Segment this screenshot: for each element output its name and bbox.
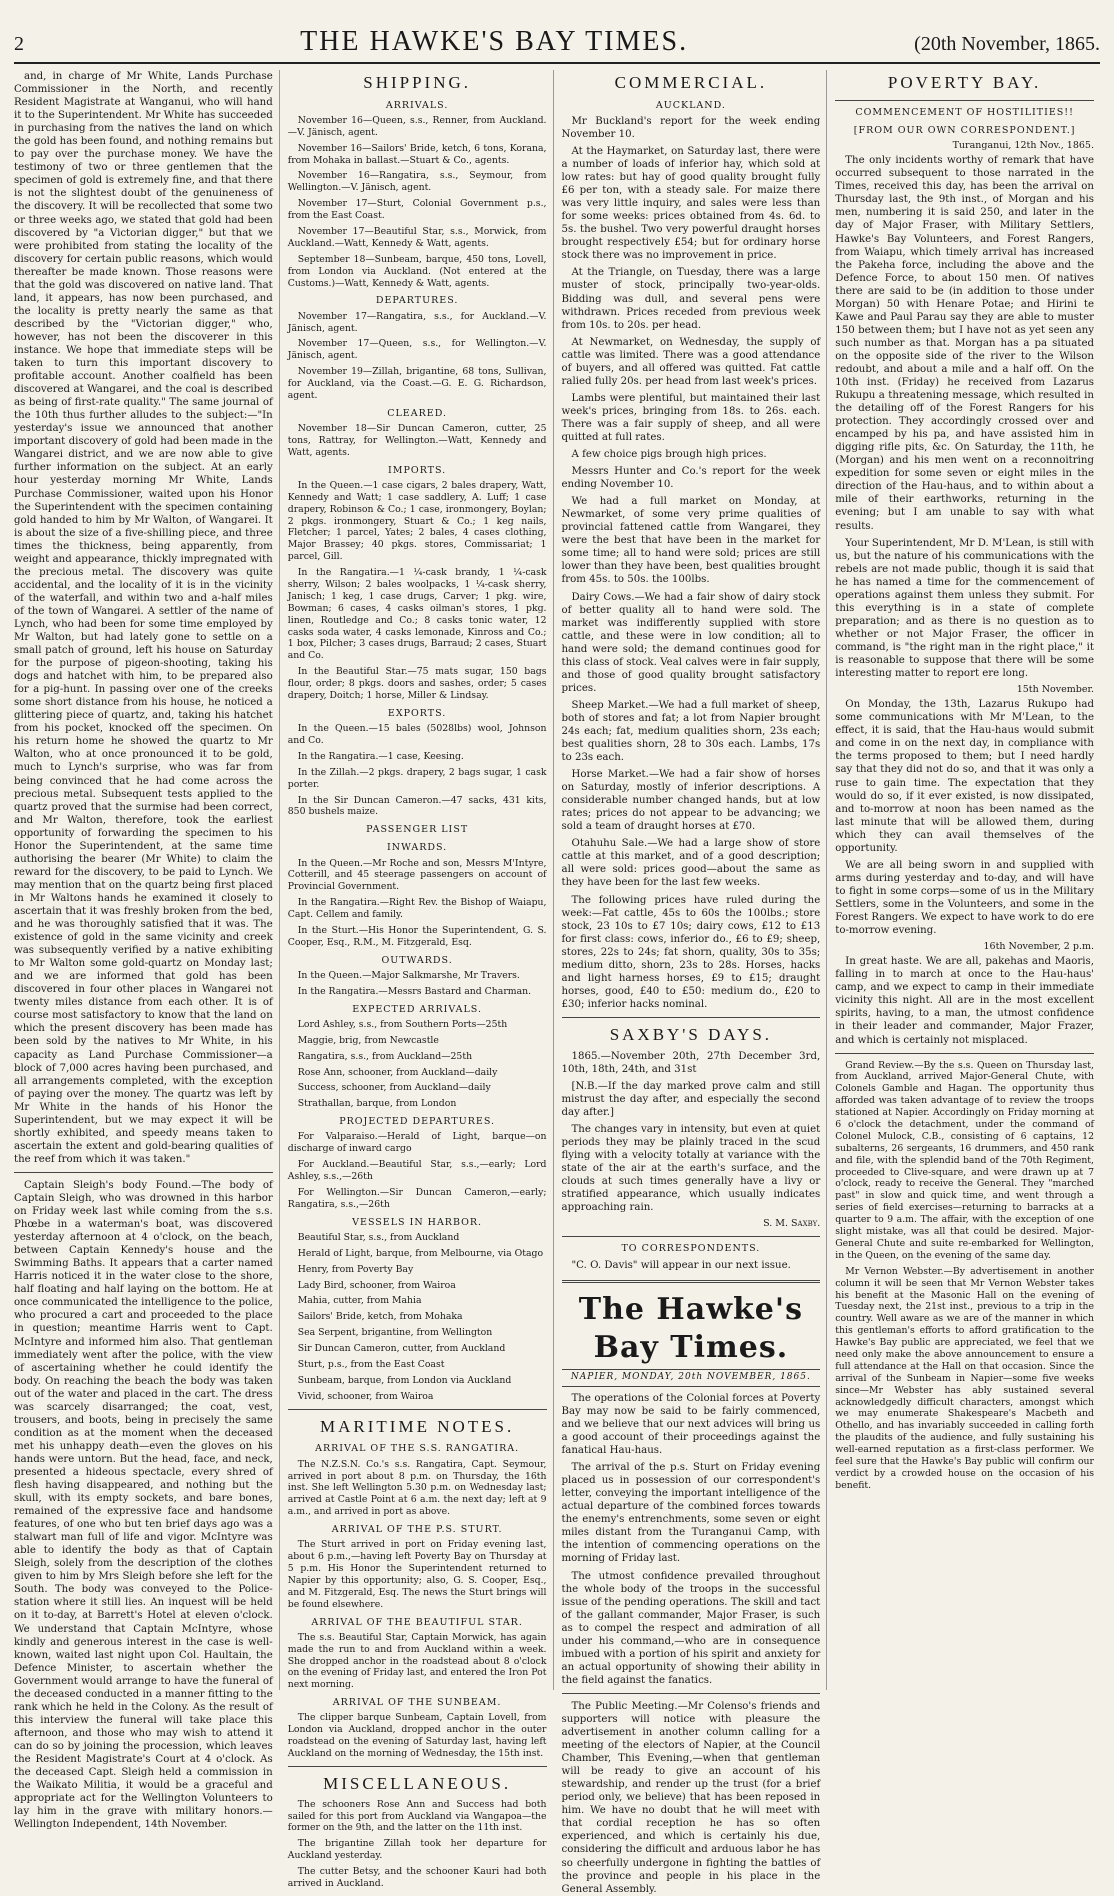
gold-discovery-article: and, in charge of Mr White, Lands Purchase Commissioner in the North, and recently Resident Magistrate at Wanganui, who will hand it to the Superintendent. Mr White has succeeded in purchasing from the natives the land on which the gold has been found, and nothing remains but to pay over the purchase money. We have the testimony of two or three gentlemen that the specimen of gold is extremely fine, and that there is not the slightest doubt of the genuineness of the discovery. It will be recollected that some two or three weeks ago, we stated that gold had been discovered by "a Victorian digger," but that we were prohibited from stating the locality of the discovery for certain public reasons, which would thereafter be made known. Those reasons were that the gold was discovered on native land. That land, it appears, has now been purchased, and the locality is pretty nearly the same as that described by the "Victorian digger," who, however, has not been the discoverer in this instance. We hope that immediate steps will be taken to turn this important discovery to profitable account. Another coalfield has been discovered at Wangarei, and the coal is described as being of first-rate quality." The same journal of the 10th thus further alludes to the subject:—"In yesterday's issue we announced that another important discovery of gold had been made in the Wangarei district, and we are now able to give further information on the subject. At an early hour yesterday morning Mr White, Lands Purchase Commissioner, waited upon his Honor the Superintendent with the specimen containing gold handed to him by Mr Walton, of Wangarei. It is about the size of a five-shilling piece, and three times the thickness, being apparently, from weight and appearance, thickly impregnated with the precious metal. The discovery was quite accidental, and the locality of it is in the vicinity of the waterfall, and within two and a-half miles of the town of Wangarei. A settler of the name of Lynch, who had been for some time employed by Mr Walton, but had lately gone to settle on a small patch of ground, left his house on Saturday for the purpose of pigeon-shooting, taking his dogs and hatchet with him, to be prepared also for a pig-hunt. In passing over one of the creeks some short distance from his house, he noticed a glittering piece of quartz, and, taking his hatchet from his pocket, knocked off the specimen. On his return home he showed the quartz to Mr Walton, who at once pronounced it to be gold, much to Lynch's surprise, who was far from being convinced that he had come across the precious metal. Subsequent tests applied to the quartz proved that the surmise had been correct, and Mr Walton, therefore, took the earliest opportunity of forwarding the specimen to his Honor the Superintendent, at the same time authorising the bearer (Mr White) to claim the reward for the discovery, to be paid to Lynch. We may mention that on the quartz being first placed in Mr Waltons hands he examined it closely to ascertain that it was freshly broken from the bed, and he was thoroughly satisfied that it was. The existence of gold in the same vicinity and creek was subsequently verified by a native exhibiting to Mr Walton some gold-quartz on Monday last; and we are informed that gold has been discovered in four other places in Wangarei not twenty miles distance from each other. It is of course most satisfactory to know that the land on which the present discovery has been made has been sold by the natives to Mr White, in his capacity as Land Purchase Commissioner—a block of 7,000 acres having been purchased, and all arrangements completed, with the exception of paying over the money. The quartz was left by Mr White in the hands of his Honor the Superintendent, but we may expect it will be shortly exhibited, and speedy means taken to ascertain the extent and gold-bearing qualities of the reef from which it was taken." <box>14 71 273 1165</box>
auckland-subheader: AUCKLAND. <box>655 99 726 111</box>
inwards-title: INWARDS. <box>387 842 448 854</box>
editorial-paragraph: The arrival of the p.s. Sturt on Friday evening placed us in possession of our correspondent's letter, conveying the important intelligence of the actual departure of the combined forces towards the enemy's entrenchments, some seven or eight miles distant from the Turanganui Camp, with the intention of commencing operations on the morning of Friday last. <box>561 1462 821 1565</box>
vessel-entry: Henry, from Poverty Bay <box>297 1263 414 1275</box>
expected-entry: Maggie, brig, from Newcastle <box>297 1034 439 1046</box>
public-meeting-paragraph: The Public Meeting.—Mr Colenso's friends and supporters will notice with pleasure the advertisement in another column calling for a meeting of the electors of Napier, at the Council Chamber, This Evening,—when that gentleman will be ready to give an account of his stewardship, and render up the trust (for a brief period only, we believe) that has been reposed in him. We have no doubt that he will meet with that cordial reception he has so often experienced, and which is certainly his due, considering the difficult and arduous labor he has so cheerfully undergone in fighting the battles of the province and people in his place in the General Assembly. <box>561 1700 821 1895</box>
import-entry: In the Queen.—1 case cigars, 2 bales drapery, Watt, Kennedy and Watt; 1 case saddlery, A. Luff; 1 case drapery, Robinson & Co.; 1 case, ironmongery, Boylan; 2 pkgs. ironmongery, Stuart & Co.; 1 keg nails, Fletcher; 1 parcel, Yates; 2 bales, 4 cases clothing, Major Brassey; 40 pkgs. stores, Commissariat; 1 parcel, Gill. <box>287 479 547 563</box>
divider <box>835 100 1094 101</box>
projected-entry: For Wellington.—Sir Duncan Cameron,—early; Rangatira, s.s.,—26th <box>287 1186 547 1210</box>
maritime-note-text: The Sturt arrived in port on Friday evening last, about 6 p.m.,—having left Poverty Bay on Thursday at 5 p.m. His Honor the Superintendent returned to Napier by this opportunity; also, G. S. Cooper, Esq., and M. Fitzgerald, Esq. The news the Sturt brings will be found elsewhere. <box>287 1539 547 1610</box>
commercial-paragraph: A few choice pigs brough high prices. <box>571 449 767 461</box>
departure-entry: November 17—Rangatira, s.s., for Auckland.—V. Jänisch, agent. <box>287 310 547 334</box>
vessel-entry: Herald of Light, barque, from Melbourne, via Otago <box>297 1247 544 1259</box>
cleared-title: CLEARED. <box>387 407 447 419</box>
import-entry: In the Rangatira.—1 ¼-cask brandy, 1 ¼-cask sherry, Wilson; 2 bales woolpacks, 1 ¼-cask sherry, Janisch; 1 keg, 1 case drugs, Carver; 1 pkg. wire, Bowman; 6 cases, 4 casks oilman's stores, 1 pkg. linen, Routledge and Co.; 8 casks tonic water, 12 casks soda water, 4 casks lemonade, Kinross and Co.; 1 box, Pilcher; 3 cases drugs, Barraud; 2 cases, Stuart and Co. <box>287 567 547 662</box>
correspondents-note: "C. O. Davis" will appear in our next issue. <box>571 1259 791 1271</box>
grand-review-paragraph: Grand Review.—By the s.s. Queen on Thursday last, from Auckland, arrived Major-General Chute, with Colonels Gamble and Hagan. The opportunity thus afforded was taken advantage of to review the troops stationed at Napier. Accordingly on Friday morning at 6 o'clock the detachment, under the command of Colonel Mulock, C.B., consisting of 6 captains, 12 subalterns, 26 sergeants, 16 drummers, and 450 rank and file, with the splendid band of the 70th Regiment, proceeded to Clive-square, and were drawn up at 7 o'clock, ready to receive the General. They "marched past" in slow and quick time, and went through a series of field exercises—returning to barracks at a quarter to 9 a.m. The affair, with the exception of one slight mistake, was all that could be desired. Major-General Chute and suite re-embarked for Wellington, in the Queen, on the evening of the same day. <box>835 1059 1094 1261</box>
commercial-paragraph: Otahuhu Sale.—We had a large show of store cattle at this market, and of a good description; all were sold: prices good—about the same as they have been for the last few weeks. <box>561 838 821 889</box>
outward-entry: In the Queen.—Major Salkmarshe, Mr Travers. <box>297 969 520 981</box>
inward-entry: In the Rangatira.—Right Rev. the Bishop of Waiapu, Capt. Cellem and family. <box>287 897 547 921</box>
arrival-entry: September 18—Sunbeam, barque, 450 tons, Lovell, from London via Auckland. (Not entered at the Customs.)—Watt, Kennedy & Watt, agents. <box>287 253 547 289</box>
exports-title: EXPORTS. <box>387 707 447 719</box>
poverty-bay-header: POVERTY BAY. <box>887 73 1042 92</box>
divider <box>562 1280 821 1283</box>
newspaper-title: THE HAWKE'S BAY TIMES. <box>300 26 689 57</box>
maritime-note-title: ARRIVAL OF THE BEAUTIFUL STAR. <box>311 1616 523 1628</box>
arrival-entry: November 17—Beautiful Star, s.s., Morwick, from Auckland.—Watt, Kennedy & Watt, agents. <box>287 226 547 249</box>
inward-entry: In the Sturt.—His Honor the Superintendent, G. S. Cooper, Esq., R.M., M. Fitzgerald, Esq. <box>287 925 547 948</box>
hostilities-subheader: COMMENCEMENT OF HOSTILITIES!! <box>855 106 1074 118</box>
issue-date: (20th November, 1865. <box>914 33 1100 55</box>
saxby-paragraph: 1865.—November 20th, 27th December 3rd, 10th, 18th, 24th, and 31st <box>561 1050 821 1075</box>
expected-entry: Rose Ann, schooner, from Auckland—daily <box>297 1066 498 1078</box>
poverty-bay-paragraph: On Monday, the 13th, Lazarus Rukupo had some communications with Mr M'Lean, to the effect, it is said, that the Hau-haus would submit and come in on the next day, in compliance with the terms proposed to them; but I need hardly say that they did not do so, and that it was only a ruse to gain time. The expectation that they would do so, if it ever existed, is now dissipated, and to-morrow at noon has been named as the last minute that will be allowed them, during which they can avail themselves of the opportunity. <box>835 699 1094 854</box>
vessel-entry: Sea Serpent, brigantine, from Wellington <box>297 1327 493 1339</box>
expected-entry: Strathallan, barque, from London <box>297 1098 457 1110</box>
arrivals-title: ARRIVALS. <box>385 99 449 111</box>
miscellaneous-header: MISCELLANEOUS. <box>323 1773 512 1793</box>
maritime-note-title: ARRIVAL OF THE SUNBEAM. <box>332 1697 502 1709</box>
commercial-paragraph: Messrs Hunter and Co.'s report for the week ending November 10. <box>561 466 821 491</box>
vessel-entry: Lady Bird, schooner, from Wairoa <box>297 1279 456 1291</box>
vessel-entry: Beautiful Star, s.s., from Auckland <box>297 1231 460 1243</box>
expected-arrivals-title: EXPECTED ARRIVALS. <box>352 1003 482 1015</box>
divider <box>288 1409 547 1410</box>
saxby-paragraph: The changes vary in intensity, but even at quiet periods they may be plainly traced in the scud flying with a velocity totally at variance with the state of the air at the earth's surface, and the clouds at such times generally have a livy or stratified appearance, which usually indicates approaching rain. <box>561 1123 821 1214</box>
poverty-bay-paragraph: We are all being sworn in and supplied with arms during yesterday and to-day, and will have to fight in some corps—some of us in the Military Settlers, some in the Volunteers, and some in the Forest Rangers. We expect to have work to do ere to-morrow evening. <box>835 859 1094 937</box>
departures-title: DEPARTURES. <box>375 295 459 307</box>
vessel-entry: Sir Duncan Cameron, cutter, from Auckland <box>297 1343 506 1355</box>
commercial-paragraph: At the Triangle, on Tuesday, there was a large muster of stock, principally two-year-olds. Bidding was dull, and several pens were withdrawn. Prices receded from previous week from 10s. to 20s. per head. <box>561 267 821 331</box>
maritime-note-text: The N.Z.S.N. Co.'s s.s. Rangatira, Capt. Seymour, arrived in port about 8 p.m. on Thursday, the 16th inst. She left Wellington 5.30 p.m. on Wednesday last; arrived at Castle Point at 6 a.m. the next day; left at 9 a.m., and arrived in port as above. <box>287 1458 547 1518</box>
vessel-entry: Sailors' Bride, ketch, from Mohaka <box>297 1311 463 1323</box>
maritime-note-text: The s.s. Beautiful Star, Captain Morwick, has again made the run to and from Auckland within a week. She dropped anchor in the roadstead about 8 o'clock on the evening of Friday last, and entered the Iron Pot next morning. <box>287 1631 547 1691</box>
projected-entry: For Valparaiso.—Herald of Light, barque—on discharge of inward cargo <box>287 1131 547 1155</box>
commercial-paragraph: The following prices have ruled during the week:—Fat cattle, 45s to 60s the 100lbs.; store stock, 23 10s to £7 10s; dairy cows, £12 to £13 for first class: cows, inferior do., £6 to £9; sheep, stores, 22s to 24s; fat shorn, quality, 30s to 35s; medium ditto, shorn, 23s to 28s. Horses, hacks and light harness horses, £9 to £15; draught horses, good, £40 to £50: medium do., £20 to £30; inferior hacks nominal. <box>561 894 821 1010</box>
cleared-entry: November 18—Sir Duncan Cameron, cutter, 25 tons, Rattray, for Wellington.—Watt, Kennedy and Watt, agents. <box>287 423 547 458</box>
vessels-in-harbor-title: VESSELS IN HARBOR. <box>352 1216 483 1228</box>
sub-date: 16th November, 2 p.m. <box>983 941 1094 953</box>
maritime-note-title: ARRIVAL OF THE P.S. STURT. <box>331 1524 503 1536</box>
vernon-webster-paragraph: Mr Vernon Webster.—By advertisement in another column it will be seen that Mr Vernon Webster takes his benefit at the Masonic Hall on the evening of Tuesday next, the 21st inst., previous to a trip in the country. Well aware as we are of the manner in which this gentleman's efforts to afford gratification to the Hawke's Bay public are appreciated, we feel that we need only make the above announcement to ensure a full attendance at the Hall on that occasion. Since the arrival of the Sunbeam in Napier—some five weeks since—Mr Webster has ably sustained several acknowledgedly difficult characters, amongst which we may enumerate Shakespeare's Macbeth and Othello, and has invariably succeeded in calling forth the plaudits of the audience, and fully sustaining his well-earned reputation as a first-class performer. We feel sure that the Hawke's Bay public will confirm our verdict by a crowded house on the occasion of his benefit. <box>835 1265 1094 1491</box>
captain-sleigh-article: Captain Sleigh's body Found.—The body of Captain Sleigh, who was drowned in this harbor on Friday week last while coming from the s.s. Phœbe in a waterman's boat, was discovered yesterday afternoon at 4 o'clock, on the beach, between Captain Kennedy's house and the Swimming Baths. It appears that a carter named Harris noticed it in the water close to the shore, half floating and half laying on the bottom. He at once communicated the intelligence to the police, who procured a cart and proceeded to the place in question; meantime Harris went to Capt. McIntyre and informed him also. That gentleman immediately went after the police, with the view of ascertaining whether he could identify the body. On reaching the beach the body was taken out of the water and placed in the cart. The dress was scarcely disarranged; the coat, vest, trousers, and boots, being in precisely the same condition as at the moment when the deceased met his unhappy death—even the gloves on his hands were untorn. But the head, face, and neck, presented a hideous spectacle, every shred of flesh having disappeared, and nothing but the skull, with its empty sockets, and bare bones, remained of the expressive face and handsome features, of one who but ten brief days ago was a stalwart man full of life and vigor. McIntyre was able to identify the body as that of Captain Sleigh, solely from the description of the clothes given to him by Mrs Sleigh before she left for the South. The body was conveyed to the Police-station where it still lies. An inquest will be held on it to-day, at Barrett's Hotel at eleven o'clock. We understand that Captain McIntyre, whose kindly and generous interest in the case is well-known, waited last night upon Col. Haultain, the Defence Minister, to ascertain whether the Government would arrange to have the funeral of the deceased conducted in a manner fitting to the rank which he held in the Colony. As the result of this interview the funeral will take place this afternoon, and those who may wish to attend it can do so by joining the procession, which leaves the Resident Magistrate's Court at 4 o'clock. As the deceased Capt. Sleigh held a commission in the Waikato Militia, it would be a graceful and appropriate act for the Wellington Volunteers to lay him in the grave with military honors.—Wellington Independent, 14th November. <box>14 1179 273 1831</box>
projected-entry: For Auckland.—Beautiful Star, s.s.,—early; Lord Ashley, s.s.,—26th <box>287 1159 547 1183</box>
editorial-paragraph: The utmost confidence prevailed throughout the whole body of the troops in the successful issue of the pending operations. The skill and tact of the gallant commander, Major Fraser, is such as to compel the respect and admiration of all under his command,—who are in consequence imbued with a portion of his spirit and anxiety for an actual opportunity of showing their ability in the field against the fanatics. <box>561 1570 821 1686</box>
commercial-paragraph: Mr Buckland's report for the week ending November 10. <box>561 115 821 140</box>
shipping-header: SHIPPING. <box>363 73 472 92</box>
export-entry: In the Rangatira.—1 case, Keesing. <box>297 750 464 762</box>
saxbys-days-header: SAXBY'S DAYS. <box>609 1024 773 1044</box>
column-4 <box>835 70 1100 1690</box>
arrival-entry: November 16—Queen, s.s., Renner, from Auckland.—V. Jänisch, agent. <box>287 114 547 138</box>
commercial-paragraph: Horse Market.—We had a fair show of horses on Saturday, mostly of inferior descriptions. A considerable number changed hands, but at low rates; prices do not appear to be advancing; we sold a team of draught horses at £70. <box>561 769 821 833</box>
export-entry: In the Zillah.—2 pkgs. drapery, 2 bags sugar, 1 cask porter. <box>287 766 547 790</box>
arrival-entry: November 17—Sturt, Colonial Government p.s., from the East Coast. <box>287 198 547 222</box>
saxby-signature: S. M. Saxby. <box>763 1218 821 1230</box>
import-entry: In the Beautiful Star.—75 mats sugar, 150 bags flour, order; 8 pkgs. doors and sashes, order; 5 cases drapery, Doitch; 1 horse, Miller & Lindsay. <box>287 666 547 701</box>
correspondents-header: TO CORRESPONDENTS. <box>621 1243 761 1255</box>
imports-title: IMPORTS. <box>388 464 447 476</box>
poverty-bay-paragraph: In great haste. We are all, pakehas and Maoris, falling in to march at once to the Hau-haus' camp, and we expect to camp in their immediate vicinity this night. All are in the most excellent spirits, having, to a man, the utmost confidence in their leader and commander, Major Frazer, and which is certainly not misplaced. <box>835 956 1094 1046</box>
divider <box>288 1766 547 1767</box>
maritime-note-title: ARRIVAL OF THE S.S. RANGATIRA. <box>315 1443 520 1455</box>
commercial-paragraph: We had a full market on Monday, at Newmarket, of some very prime qualities of provincial fattened cattle from Wangarei, they were the best that have been in the market for some time; all to hand were sold; prices are still lower than they have been, best qualities brought from 45s. to 50s. the 100lbs. <box>561 496 821 586</box>
commercial-header: COMMERCIAL. <box>614 73 768 92</box>
column-2 <box>287 70 554 1889</box>
page-number: 2 <box>14 33 24 55</box>
expected-entry: Success, schooner, from Auckland—daily <box>297 1082 491 1094</box>
misc-entry: The cutter Betsy, and the schooner Kauri had both arrived in Auckland. <box>287 1866 547 1889</box>
departure-entry: November 19—Zillah, brigantine, 68 tons, Sullivan, for Auckland, via the Coast.—G. E. G. Richardson, agent. <box>287 366 547 401</box>
commercial-paragraph: At Newmarket, on Wednesday, the supply of cattle was limited. There was a good attendance of buyers, and all offered was quitted. Fat cattle ralied fully 20s. per head from last week's prices. <box>561 336 821 387</box>
commercial-paragraph: Lambs were plentiful, but maintained their last week's prices, bringing from 18s. to 26s. each. There was a fair supply of sheep, and all were quitted at full rates. <box>561 392 821 443</box>
columns <box>14 70 1100 1895</box>
export-entry: In the Queen.—15 bales (5028lbs) wool, Johnson and Co. <box>287 723 547 746</box>
column-3 <box>561 70 828 1895</box>
correspondent-credit: [FROM OUR OWN CORRESPONDENT.] <box>853 124 1076 136</box>
arrival-entry: November 16—Rangatira, s.s., Seymour, from Wellington.—V. Jänisch, agent. <box>287 170 547 194</box>
masthead <box>14 26 1100 64</box>
editorial-paragraph: The operations of the Colonial forces at Poverty Bay may now be said to be fairly commenced, and we believe that our next advices will bring us a good account of their proceedings against the fanatical Hau-haus. <box>561 1392 821 1457</box>
outward-entry: In the Rangatira.—Messrs Bastard and Charman. <box>297 985 532 997</box>
vessel-entry: Sunbeam, barque, from London via Auckland <box>297 1374 512 1386</box>
vessel-entry: Sturt, p.s., from the East Coast <box>297 1359 445 1371</box>
poverty-bay-paragraph: Your Superintendent, Mr D. M'Lean, is still with us, but the nature of his communications with the rebels are not made public, though it is said that he has named a time for the commencement of operations against them unless they submit. For this everything is in a state of complete preparation; and as there is no question as to whether or not Major Fraser, the officer in command, is "the right man in the right place," it is reasonable to suppose that there will be some interesting matter to report ere long. <box>835 537 1094 680</box>
expected-entry: Rangatira, s.s., from Auckland—25th <box>297 1050 473 1062</box>
maritime-notes-header: MARITIME NOTES. <box>320 1416 515 1436</box>
passenger-list-title: PASSENGER LIST <box>366 824 469 836</box>
vessel-entry: Mahia, cutter, from Mahia <box>297 1295 422 1307</box>
arrival-entry: November 16—Sailors' Bride, ketch, 6 tons, Korana, from Mohaka in ballast.—Stuart & Co., agents. <box>287 142 547 166</box>
saxby-paragraph: [N.B.—If the day marked prove calm and still mistrust the day after, and especially the second day after.] <box>561 1080 821 1118</box>
divider <box>562 1693 821 1694</box>
misc-entry: The schooners Rose Ann and Success had both sailed for this port from Auckland via Wangapoa—the former on the 9th, and the latter on the 11th inst. <box>287 1798 547 1834</box>
maritime-note-text: The clipper barque Sunbeam, Captain Lovell, from London via Auckland, dropped anchor in the outer roadstead on the evening of Saturday last, having left Auckland on the morning of Wednesday, the 15th inst. <box>287 1712 547 1760</box>
divider <box>562 1017 821 1018</box>
expected-entry: Lord Ashley, s.s., from Southern Ports—25th <box>297 1018 508 1030</box>
outwards-title: OUTWARDS. <box>381 954 453 966</box>
divider <box>562 1236 821 1237</box>
editorial-dateline: NAPIER, MONDAY, 20th NOVEMBER, 1865. <box>562 1369 821 1387</box>
divider <box>14 1172 273 1173</box>
poverty-bay-paragraph: The only incidents worthy of remark that have occurred subsequent to those narrated in the Times, received this day, has been the arrival on Thursday last, the 9th inst., of Morgan and his men, numbering it is said 250, and later in the day of Major Fraser, with Military Settlers, Hawke's Bay Volunteers, and Forest Rangers, from Waiapu, which timely arrival has increased the Pakeha force, including the above and the Defence Force, to about 150 men. Of natives there are said to be (in addition to those under Morgan) 50 with Henare Potae; and Hirini te Kawe and Paul Parau say they are able to muster 150 between them; but I have not as yet seen any such number as that. Morgan has a pa situated on the opposite side of the river to the Wilson redoubt, and about a mile and a half off. On the 10th inst. (Friday) he received from Lazarus Rukupu a threatening message, which resulted in the detailing off of the Forest Rangers for his protection. They accordingly crossed over and encamped by his pa, and have assisted him in digging rifle pits, &c. On Saturday, the 11th, he (Morgan) and his men went on a reconnoitring expedition for some seven or eight miles in the direction of the Hau-haus, and to within about a mile of their earthworks, returning in the evening; but I am unable to say with what results. <box>835 155 1094 532</box>
misc-entry: The brigantine Zillah took her departure for Auckland yesterday. <box>287 1838 547 1862</box>
export-entry: In the Sir Duncan Cameron.—47 sacks, 431 kits, 850 bushels maize. <box>287 794 547 818</box>
nameplate: The Hawke's Bay Times. <box>578 1291 803 1366</box>
column-1 <box>14 70 280 1831</box>
vessel-entry: Vivid, schooner, from Wairoa <box>297 1390 434 1402</box>
commercial-paragraph: Sheep Market.—We had a full market of sheep, both of stores and fat; a lot from Napier brought 24s each; fat, medium qualities shorn, 23s each; best qualities shorn, 28 to 30s each. Lambs, 17s to 23s each. <box>561 699 821 764</box>
commercial-paragraph: Dairy Cows.—We had a fair show of dairy stock of better quality all to hand were sold. The market was indifferently supplied with store cattle, and these were in low condition; all to hand were sold; the demand continues good for this class of stock. Veal calves were in fair supply, and those of good quality brought satisfactory prices. <box>561 591 821 694</box>
departure-entry: November 17—Queen, s.s., for Wellington.—V. Jänisch, agent. <box>287 338 547 362</box>
divider <box>835 1053 1094 1054</box>
inward-entry: In the Queen.—Mr Roche and son, Messrs M'Intyre, Cotterill, and 45 steerage passengers on account of Provincial Government. <box>287 857 547 893</box>
place-date: Turanganui, 12th Nov., 1865. <box>952 140 1094 152</box>
sub-date: 15th November. <box>1016 684 1094 696</box>
commercial-paragraph: At the Haymarket, on Saturday last, there were a number of loads of inferior hay, which sold at low rates: but hay of good quality brought fully £6 per ton, with a steady sale. For maize there was very little inquiry, and sales were less than for some weeks: prices obtained from 4s. 6d. to 5s. the bushel. Two very powerful draught horses brought respectively £54; but for ordinary horse stock there was no improvement in price. <box>561 146 821 262</box>
projected-departures-title: PROJECTED DEPARTURES. <box>339 1116 496 1128</box>
